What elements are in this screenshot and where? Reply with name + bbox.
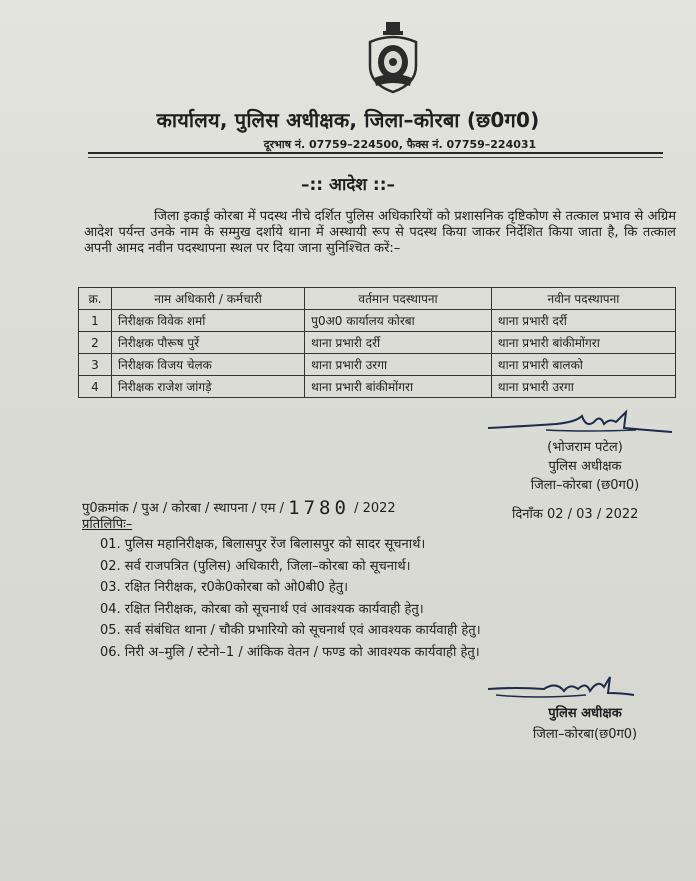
table-row (79, 310, 676, 332)
signatory-block (520, 438, 650, 495)
col-header-sn: क्र. (79, 288, 112, 310)
list-item: 06. निरी अ–मुलि / स्टेनो–1 / आंकिक वेतन / फण्ड को आवश्यक कार्यवाही हेतु। (100, 644, 480, 660)
office-title: कार्यालय, पुलिस अधीक्षक, जिला–कोरबा (छ0ग0) (156, 108, 540, 132)
signature-mark (486, 675, 636, 705)
copy-heading: प्रतिलिपिः– (82, 517, 133, 532)
cell-name: निरीक्षक विजय चेलक (112, 354, 305, 376)
reference-year: / 2022 (354, 501, 396, 516)
list-item: 03. रक्षित निरीक्षक, र0के0कोरबा को ओ0बी0 हेतु। (100, 580, 349, 595)
cell-sn: 1 (79, 310, 112, 332)
cell-current: थाना प्रभारी उरगा (305, 354, 492, 376)
phone-fax-line: दूरभाष नं. 07759–224500, फैक्स नं. 07759–224031 (263, 138, 537, 151)
header-divider (88, 152, 663, 154)
list-item: 04. रक्षित निरीक्षक, कोरबा को सूचनार्थ एवं आवश्यक कार्यवाही हेतु। (100, 601, 424, 617)
list-item: 02. सर्व राजपत्रित (पुलिस) अधिकारी, जिला–कोरबा को सूचनार्थ। (100, 558, 411, 574)
cell-sn: 4 (79, 376, 112, 398)
table-row (79, 332, 676, 354)
signatory-designation: पुलिस अधीक्षक (548, 706, 622, 721)
order-heading: –:: आदेश ::– (301, 175, 395, 195)
cell-new: थाना प्रभारी दर्री (491, 310, 675, 332)
table-header-row (79, 288, 676, 310)
cell-name: निरीक्षक पौरूष पुर्रे (112, 332, 305, 354)
list-item: 01. पुलिस महानिरीक्षक, बिलासपुर रेंज बिलासपुर को सादर सूचनार्थ। (100, 537, 426, 552)
signatory-name: (भोजराम पटेल) (547, 440, 623, 455)
cell-new: थाना प्रभारी उरगा (491, 376, 675, 398)
reference-prefix: पु0क्रमांक / पुअ / कोरबा / स्थापना / एम / (82, 501, 285, 516)
signatory-block-2 (510, 703, 660, 745)
cell-current: थाना प्रभारी बांकीमोंगरा (305, 376, 492, 398)
cell-new: थाना प्रभारी बालको (491, 354, 675, 376)
order-paragraph: जिला इकाई कोरबा में पदस्थ नीचे दर्शित पुलिस अधिकारियों को प्रशासनिक दृष्टिकोण से तत्काल प्रभाव से अग्रिम आदेश पर्यन्त उनके नाम के सम्मुख दर्शाये थाना में अस्थायी रूप से पदस्थ किया जाकर निर्देशित किया जाता है, कि तत्काल अपनी आमद नवीन पदस्थापना स्थल पर दिया जाना सुनिश्चित करें:– (84, 209, 676, 256)
copy-list (100, 534, 660, 663)
signatory-district: जिला–कोरबा(छ0ग0) (532, 727, 638, 742)
signatory-designation: पुलिस अधीक्षक (548, 459, 622, 474)
signatory-district: जिला–कोरबा (छ0ग0) (530, 478, 640, 493)
cell-name: निरीक्षक राजेश जांगड़े (112, 376, 305, 398)
cell-sn: 3 (79, 354, 112, 376)
cell-current: थाना प्रभारी दर्री (305, 332, 492, 354)
police-emblem-icon (362, 20, 424, 98)
col-header-name: नाम अधिकारी / कर्मचारी (112, 288, 305, 310)
posting-table (78, 287, 676, 398)
header-divider-thin (88, 157, 663, 158)
table-row (79, 376, 676, 398)
table-row (79, 354, 676, 376)
cell-current: पु0अ0 कार्यालय कोरबा (305, 310, 492, 332)
cell-sn: 2 (79, 332, 112, 354)
reference-number: 1780 (288, 497, 350, 519)
cell-new: थाना प्रभारी बांकीमोंगरा (491, 332, 675, 354)
cell-name: निरीक्षक विवेक शर्मा (112, 310, 305, 332)
col-header-new: नवीन पदस्थापना (491, 288, 675, 310)
list-item: 05. सर्व संबंधित थाना / चौकी प्रभारियो को सूचनार्थ एवं आवश्यक कार्यवाही हेतु। (100, 623, 481, 638)
order-date: दिनाँक 02 / 03 / 2022 (512, 507, 639, 522)
signature-mark (486, 408, 676, 438)
col-header-current: वर्तमान पदस्थापना (305, 288, 492, 310)
